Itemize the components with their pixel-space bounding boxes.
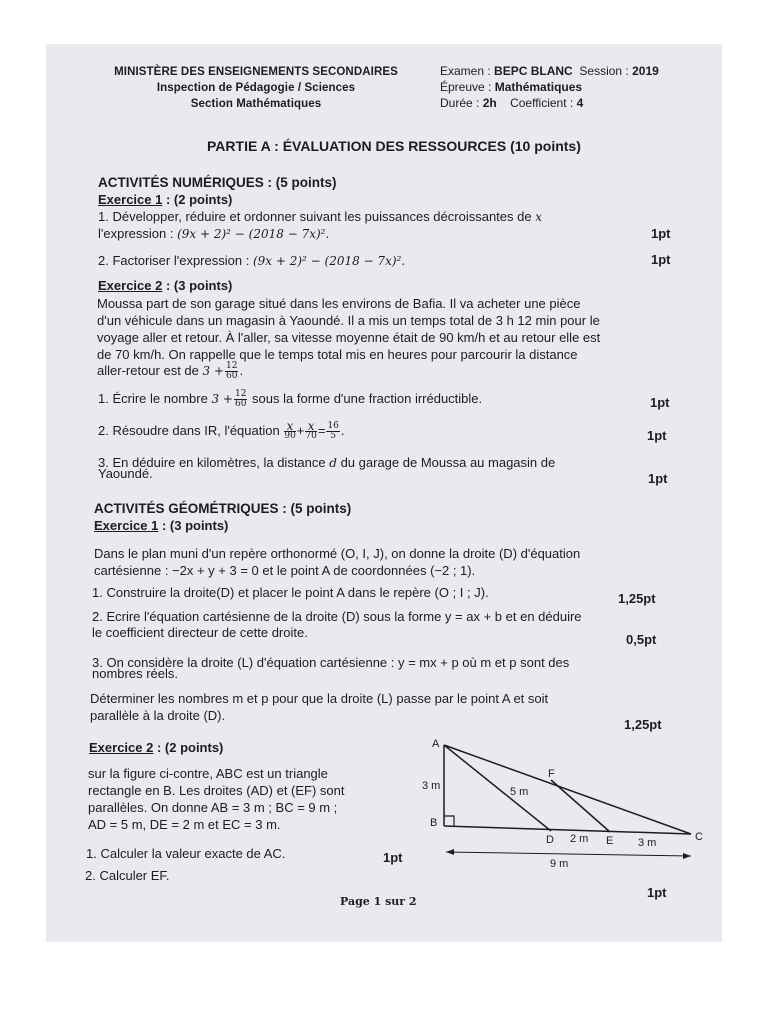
examen-label: Examen : [440, 64, 491, 78]
geo-ex2-line-2: rectangle en B. Les droites (AD) et (EF) sont [88, 783, 345, 798]
geo-ex2-q2-points: 1pt [647, 885, 667, 900]
num-ex2-q3 [98, 454, 555, 472]
geo-ex1-q2-points: 0,5pt [626, 632, 657, 647]
geo-ex2-label: Exercice 2 [89, 740, 154, 755]
geo-ex1-q2-1: 2. Ecrire l'équation cartésienne de la droite (D) sous la forme y = ax + b et en déduire [92, 609, 582, 624]
ministry-line: MINISTÈRE DES ENSEIGNEMENTS SECONDAIRES [114, 66, 398, 78]
num-ex2-title [98, 278, 232, 293]
examen-value: BEPC BLANC [494, 64, 573, 78]
num-ex2-q1 [98, 390, 482, 409]
geo-ex2-line-4: AD = 5 m, DE = 2 m et EC = 3 m. [88, 817, 281, 832]
num-ex2-q1-points: 1pt [650, 395, 670, 410]
duree-info [440, 96, 583, 110]
geo-ex1-label: Exercice 1 [94, 518, 159, 533]
arrow-left-icon [446, 849, 454, 855]
session-label: Session : [579, 64, 629, 78]
num-ex2-para-3: voyage aller et retour. À l'aller, sa vitesse moyenne était de 90 km/h et au retour elle est [97, 330, 601, 345]
geo-heading: ACTIVITÉS GÉOMÉTRIQUES : (5 points) [94, 501, 352, 516]
num-ex1-q1-text: 1. Développer, réduire et ordonner suivant les puissances décroissantes de [98, 209, 532, 224]
epreuve-value: Mathématiques [494, 80, 583, 94]
coef-value: 4 [576, 96, 584, 110]
num-ex1-title [98, 192, 232, 207]
q1-frac-den: 60 [234, 399, 247, 410]
geo-ex1-intro-2: cartésienne : −2x + y + 3 = 0 et le point A de coordonnées (−2 ; 1). [94, 563, 476, 578]
triangle-figure [410, 735, 710, 875]
epreuve-label: Épreuve : [440, 80, 492, 94]
num-ex2-para-last: aller-retour est de 3 + $\frac{12}{60}$ . [97, 361, 244, 382]
eq-d1: 90 [284, 431, 296, 442]
geo-ex2-q1-points: 1pt [383, 850, 403, 865]
q1-fraction [234, 390, 247, 409]
num-ex2-q3-var: d [329, 456, 337, 470]
num-ex1-q2-text: 2. Factoriser l'expression : [98, 253, 250, 268]
eq-d3: 5 [330, 431, 337, 442]
eq-x1: x [284, 422, 295, 432]
num-ex2-para-1: Moussa part de son garage situé dans les environs de Bafia. Il va acheter une pièce [97, 296, 581, 311]
right-angle-mark [444, 816, 454, 826]
geo-ex1-intro-1: Dans le plan muni d'un repère orthonormé (O, I, J), on donne la droite (D) d'équation [94, 546, 581, 561]
segment-ad [444, 745, 551, 831]
eq-x2: x [305, 422, 316, 432]
num-ex1-q1 [98, 208, 542, 226]
frac-num: 12 [226, 361, 238, 372]
geo-ex2-title [89, 740, 223, 755]
label-d: D [546, 834, 554, 846]
exam-info [440, 64, 659, 78]
num-heading: ACTIVITÉS NUMÉRIQUES : (5 points) [98, 175, 337, 190]
page-footer: Page 1 sur 2 [340, 895, 417, 908]
label-ad-length: 5 m [510, 786, 529, 798]
geo-ex1-q3-1: 3. On considère la droite (L) d'équation cartésienne : y = mx + p où m et p sont des [92, 655, 570, 670]
geo-ex2-q2: 2. Calculer EF. [85, 868, 170, 883]
q1-frac-prefix: 3 + [211, 392, 233, 406]
dimension-line-bc [446, 852, 691, 856]
num-ex1-q1-var: x [535, 210, 542, 224]
geo-ex1-q3-3: Déterminer les nombres m et p pour que la droite (L) passe par le point A et soit [90, 691, 549, 706]
eq-frac-2 [305, 419, 317, 442]
part-title: PARTIE A : ÉVALUATION DES RESSOURCES (10 points) [207, 138, 581, 154]
num-ex2-q1-text: 1. Écrire le nombre [98, 391, 208, 406]
section-line: Section Mathématiques [190, 98, 322, 110]
num-ex1-q1-line2 [98, 225, 329, 243]
session-value: 2019 [632, 64, 659, 78]
q1-frac-num: 12 [234, 389, 247, 400]
arrow-right-icon [683, 853, 691, 859]
num-ex1-q1-line2-text: l'expression : [98, 226, 174, 241]
geo-ex1-q1-points: 1,25pt [618, 591, 656, 606]
num-ex1-points: : (2 points) [162, 192, 233, 207]
num-ex2-points: : (3 points) [162, 278, 233, 293]
num-ex1-q1-points: 1pt [651, 226, 671, 241]
geo-ex1-q3-4: parallèle à la droite (D). [90, 708, 226, 723]
epreuve-info [440, 80, 582, 94]
label-c: C [695, 831, 703, 843]
geo-ex1-q2-2: le coefficient directeur de cette droite. [92, 625, 308, 640]
eq-n3: 16 [327, 421, 339, 432]
geo-ex2-line-1: sur la figure ci-contre, ABC est un triangle [88, 766, 328, 781]
num-ex2-para-2: d'un véhicule dans un magasin à Yaoundé. Il a mis un temps total de 3 h 12 min pour le [97, 313, 600, 328]
num-ex1-q2-points: 1pt [651, 252, 671, 267]
frac-den: 60 [226, 371, 238, 382]
num-ex2-q3-points: 1pt [648, 471, 668, 486]
num-ex2-q1-suffix: sous la forme d'une fraction irréductible. [252, 391, 483, 406]
geo-ex1-points: : (3 points) [158, 518, 229, 533]
num-ex1-q1-expr: (9x + 2)² − (2018 − 7x)². [177, 227, 330, 241]
geo-ex1-q3-points: 1,25pt [624, 717, 662, 732]
num-ex2-q3-text: 3. En déduire en kilomètres, la distance [98, 455, 326, 470]
label-ec-length: 3 m [638, 837, 657, 849]
num-ex1-label: Exercice 1 [98, 192, 163, 207]
label-f: F [548, 768, 555, 780]
num-ex1-q2-expr: (9x + 2)² − (2018 − 7x)². [252, 254, 406, 268]
num-ex2-para-4: de 70 km/h. On rappelle que le temps total mis en heures pour parcourir la distance [97, 347, 578, 362]
coef-label: Coefficient : [510, 96, 574, 110]
segment-bc [444, 826, 691, 834]
num-ex2-q3-line2: Yaoundé. [98, 466, 153, 481]
duree-label: Durée : [440, 96, 480, 110]
geo-ex1-title [94, 518, 228, 533]
geo-ex2-points: : (2 points) [153, 740, 224, 755]
eq-frac-3 [326, 422, 339, 441]
segment-ef [551, 780, 610, 832]
num-ex2-q3-text-b: du garage de Moussa au magasin de [340, 455, 556, 470]
num-ex2-para-last-text: aller-retour est de [97, 363, 199, 378]
duree-value: 2h [482, 96, 497, 110]
eq-frac-1 [284, 419, 296, 442]
label-de-length: 2 m [570, 833, 589, 845]
num-ex2-q2: 2. Résoudre dans IR, l'équation x 90 + x 70 = $\frac{16}{5}$ . [98, 419, 345, 442]
num-ex2-q2-text: 2. Résoudre dans IR, l'équation [98, 423, 280, 438]
eq-d2: 70 [305, 431, 317, 442]
label-b: B [430, 817, 438, 829]
label-a: A [432, 738, 440, 750]
segment-ac [444, 745, 691, 834]
label-e: E [606, 835, 614, 847]
geo-ex2-q1: 1. Calculer la valeur exacte de AC. [86, 846, 286, 861]
num-ex2-q2-points: 1pt [647, 428, 667, 443]
fraction-12-60 [225, 362, 238, 381]
geo-ex2-line-3: parallèles. On donne AB = 3 m ; BC = 9 m ; [88, 800, 338, 815]
geo-ex1-q3-2: nombres réels. [92, 666, 178, 681]
num-ex1-q2 [98, 252, 405, 270]
label-bc-length: 9 m [550, 858, 569, 870]
num-ex2-label: Exercice 2 [98, 278, 163, 293]
label-ab-length: 3 m [422, 780, 441, 792]
inspection-line: Inspection de Pédagogie / Sciences [156, 82, 356, 94]
geo-ex1-q1: 1. Construire la droite(D) et placer le point A dans le repère (O ; I ; J). [92, 585, 489, 600]
frac-prefix: 3 + [202, 364, 225, 378]
